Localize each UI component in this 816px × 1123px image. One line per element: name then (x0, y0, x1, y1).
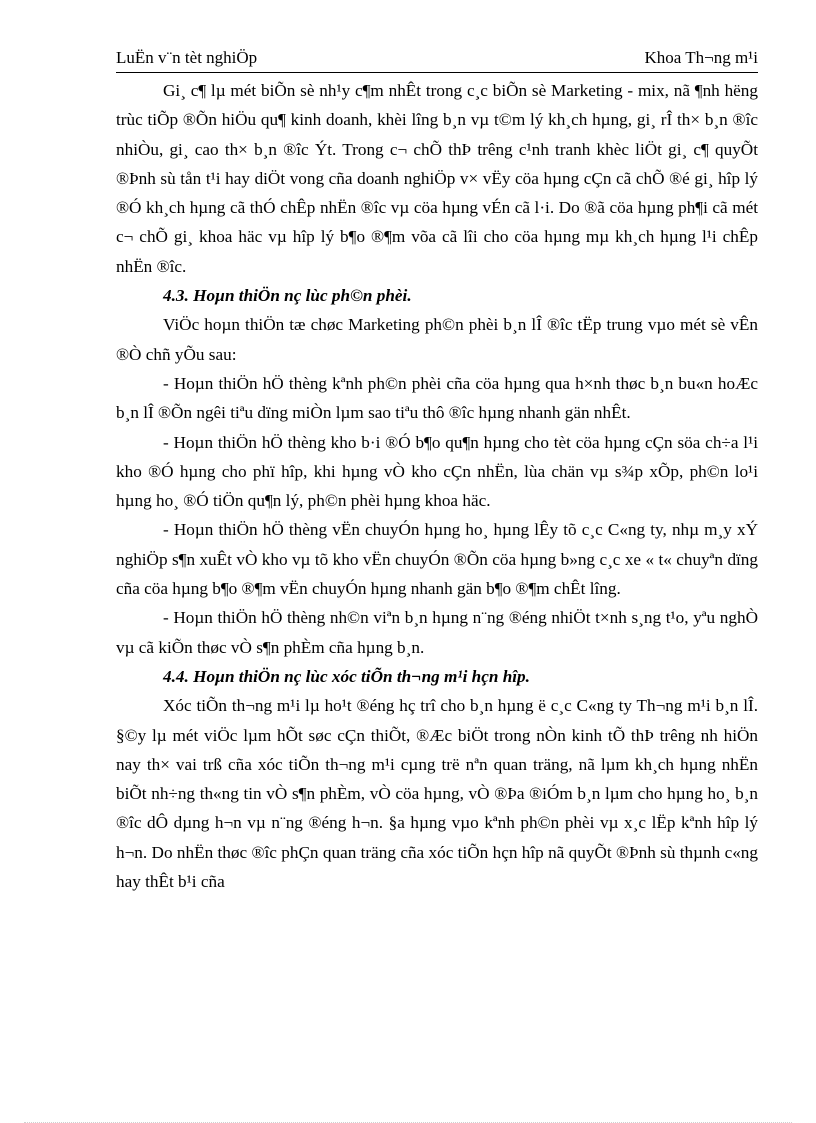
page-header (116, 46, 758, 73)
paragraph-promotion: Xóc tiÕn th¬ng m¹i lµ ho¹t ®éng hç trî cho b¸n hµng ë c¸c C«ng ty Th¬ng m¹i b¸n lÎ. §©y lµ mét viÖc lµm hÕt søc cÇn thiÕt, ®Æc biÖt trong nÒn kinh tÕ thÞ trêng nh hiÖn nay th× vai trß cña xóc tiÕn th¬ng m¹i cµng trë nªn quan träng, nã lµm kh¸ch hµng nhËn biÕt nh÷ng th«ng tin vÒ s¶n phÈm, vÒ cöa hµng, vÒ ®Þa ®iÓm b¸n lµm cho hµng ho¸ b¸n ®îc dÔ dµng h¬n vµ n¨ng ®éng h¬n. §a hµng vµo kªnh ph©n phèi vµ x¸c lËp kªnh hîp lý h¬n. Do nhËn thøc ®îc phÇn quan träng cña xóc tiÕn hçn hîp nã quyÕt ®Þnh sù thµnh c«ng hay thÊt b¹i cña (116, 696, 758, 892)
bullet-sales-staff: - Hoµn thiÖn hÖ thèng nh©n viªn b¸n hµng n¨ng ®éng nhiÖt t×nh s¸ng t¹o, yªu nghÒ vµ cã kiÕn thøc vÒ s¶n phÈm cña hµng b¸n. (116, 608, 758, 657)
page-body (116, 76, 758, 896)
header-faculty-label: Khoa Th¬ng m¹i (644, 48, 758, 67)
bullet-transport-system: - Hoµn thiÖn hÖ thèng vËn chuyÓn hµng ho¸ hµng lÊy tõ c¸c C«ng ty, nhµ m¸y xÝ nghiÖp s¶n xuÊt vÒ kho vµ tõ kho vËn chuyÓn ®Õn cöa hµng b»ng c¸c xe « t« chuyªn dïng cña cöa hµng b¶o ®¶m vËn chuyÓn hµng nhanh gän b¶o ®¶m chÊt lîng. (116, 520, 758, 599)
section-heading-4-3: 4.3. Hoµn thiÖn nç lùc ph©n phèi. (163, 286, 412, 306)
bullet-channel-system: - Hoµn thiÖn hÖ thèng kªnh ph©n phèi cña cöa hµng qua h×nh thøc b¸n bu«n hoÆc b¸n lÎ ®Õn ngêi tiªu dïng miÒn lµm sao tiªu thô ®îc hµng nhanh gän nhÊt. (116, 373, 758, 423)
paragraph-price: Gi¸ c¶ lµ mét biÕn sè nh¹y c¶m nhÊt trong c¸c biÕn sè Marketing - mix, nã ¶nh hëng trùc tiÕp ®Õn hiÖu qu¶ kinh doanh, khèi lîng b¸n vµ t©m lý kh¸ch hµng, gi¸ rÎ th× b¸n ®îc nhiÒu, gi¸ cao th× b¸n ®îc Ýt. Trong c¬ chÕ thÞ trêng c¹nh tranh khèc liÖt gi¸ c¶ quyÕt ®Þnh sù tån t¹i hay diÖt vong cña doanh nghiÖp v× vËy cöa hµng cÇn cã chÕ ®é gi¸ hîp lý ®Ó kh¸ch hµng cã thÓ chÊp nhËn ®îc vµ cöa hµng vÉn cã l·i. Do ®ã cöa hµng ph¶i cã mét c¬ chÕ gi¸ khoa häc vµ hîp lý b¶o ®¶m võa cã lîi cho cöa hµng mµ kh¸ch hµng l¹i chÊp nhËn ®îc. (116, 81, 758, 276)
bullet-warehouse-system: - Hoµn thiÖn hÖ thèng kho b·i ®Ó b¶o qu¶n hµng cho tèt cöa hµng cÇn söa ch÷a l¹i kho ®Ó hµng cho phï hîp, khi hµng vÒ kho cÇn nhËn, lùa chän vµ s¾p xÕp, ph©n lo¹i hµng ho¸ ®Ó tiÖn qu¶n lý, ph©n phèi hµng khoa häc. (116, 432, 758, 511)
paragraph-distribution-intro: ViÖc hoµn thiÖn tæ chøc Marketing ph©n phèi b¸n lÎ ®îc tËp trung vµo mét sè vÊn ®Ò chñ yÕu sau: (116, 315, 758, 364)
header-thesis-label: LuËn v¨n tèt nghiÖp (116, 48, 258, 67)
section-heading-4-4: 4.4. Hoµn thiÖn nç lùc xóc tiÕn th¬ng m¹i hçn hîp. (163, 666, 530, 686)
